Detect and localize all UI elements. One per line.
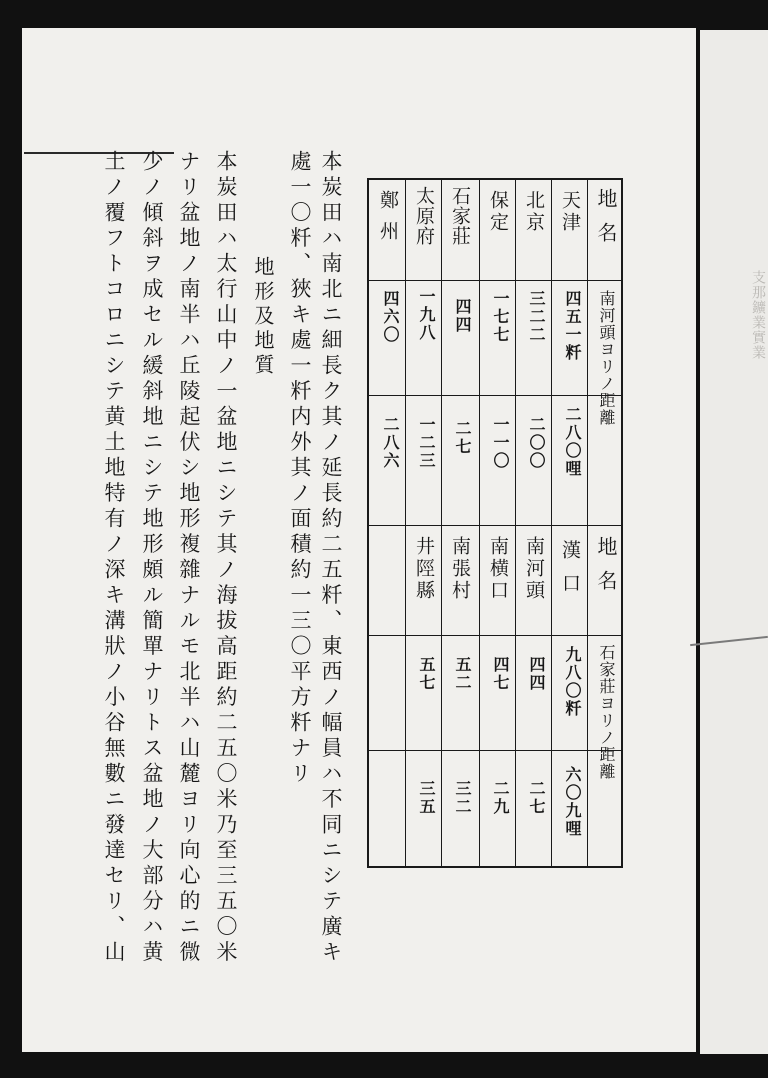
table-row-place: 天津	[559, 190, 581, 234]
table-row-km: 一九八	[417, 288, 436, 342]
header-distance-nanhe: 南河頭ヨリノ距離	[597, 290, 616, 426]
table-row-li: 二〇〇	[527, 416, 546, 470]
header-distance-shijiazhuang: 石家莊ヨリノ距離	[597, 644, 616, 780]
table-row-li: 二七	[453, 420, 472, 456]
table-row-place: 井陘縣	[413, 536, 435, 602]
table-row-km: 四七	[491, 656, 510, 692]
table-row-km: 五二	[453, 656, 472, 692]
body-text-line: ナリ盆地ノ南半ハ丘陵起伏シ地形複雜ナルモ北半ハ山麓ヨリ向心的ニ微	[177, 150, 201, 966]
table-row-place: 北京	[523, 190, 545, 234]
body-text-line: 土ノ覆フトコロニシテ黄土地特有ノ深キ溝狀ノ小谷無數ニ發達セリ、山	[102, 150, 126, 966]
table-row-place: 南張村	[449, 536, 471, 602]
header-place: 地名	[594, 188, 618, 256]
table-row-li: 一一〇	[491, 416, 510, 470]
table-row-place: 漢口	[559, 540, 581, 606]
table-row-km: 九八〇粁	[563, 646, 582, 718]
table-row-li: 一二三	[417, 416, 436, 470]
table-row-li: 六〇九哩	[563, 766, 582, 838]
table-row-km: 五七	[417, 656, 436, 692]
bleed-through-text: 支那鑛業實業	[750, 270, 766, 360]
table-row-place: 保定	[487, 190, 509, 234]
table-row-km: 四五一粁	[563, 290, 582, 362]
section-heading: 地形及地質	[251, 256, 275, 379]
body-text-line: 本炭田ハ南北ニ細長ク其ノ延長約二五粁、東西ノ幅員ハ不同ニシテ廣キ	[319, 150, 343, 966]
table-row-place: 南河頭	[523, 536, 545, 602]
table-row-place: 太原府	[413, 186, 435, 246]
table-row-place: 南横口	[487, 536, 509, 602]
table-row-li: 二七	[527, 780, 546, 816]
table-row-li: 三五	[417, 780, 436, 816]
body-text-line: 本炭田ハ太行山中ノ一盆地ニシテ其ノ海拔高距約二五〇米乃至三五〇米	[214, 150, 238, 966]
table-row-place: 鄭州	[377, 190, 399, 252]
table-row-km: 四六〇	[381, 290, 400, 344]
table-row-km: 三二二	[527, 290, 546, 344]
table-row-km: 四四	[527, 656, 546, 692]
table-row-km: 一七七	[491, 290, 510, 344]
table-row-li: 三二	[453, 780, 472, 816]
header-place-2: 地名	[594, 536, 618, 604]
table-row-li: 二八六	[381, 416, 400, 470]
body-text-line: 少ノ傾斜ヲ成セル緩斜地ニシテ地形頗ル簡單ナリトス盆地ノ大部分ハ黄	[140, 150, 164, 966]
distance-table	[367, 178, 623, 868]
table-row-li: 二八〇哩	[563, 406, 582, 478]
table-row-place: 石家莊	[449, 186, 471, 246]
table-row-li: 二九	[491, 780, 510, 816]
body-text-line: 處一〇粁、狹キ處一粁内外其ノ面積約一三〇平方粁ナリ	[288, 150, 312, 788]
table-row-km: 四四	[453, 298, 472, 334]
